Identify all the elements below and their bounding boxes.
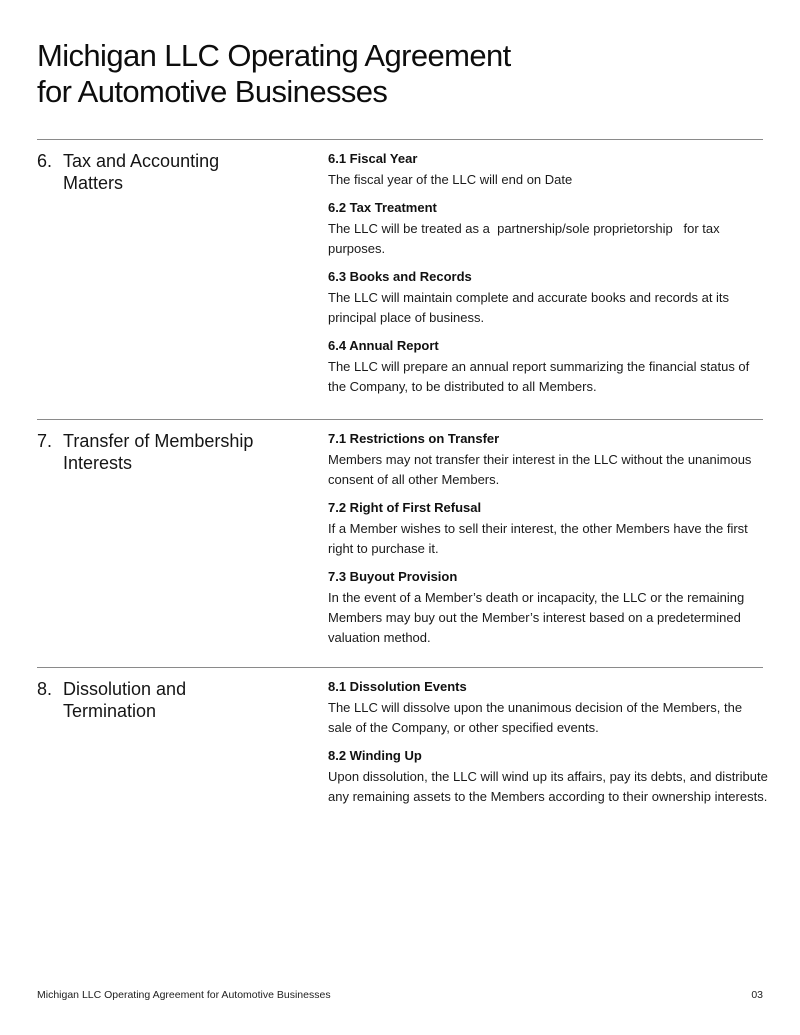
subsection-title: 7.1 Restrictions on Transfer xyxy=(328,431,500,446)
subsection-right-first-refusal xyxy=(328,499,768,559)
subsection-text: The LLC will maintain complete and accurate books and records at its principal place of business. xyxy=(328,290,730,325)
title-line-2: for Automotive Businesses xyxy=(37,74,388,109)
subsection-restrictions-transfer xyxy=(328,430,768,490)
section-tax-accounting xyxy=(37,139,763,420)
section-heading-line-1: Transfer of Membership xyxy=(63,431,254,451)
section-body xyxy=(328,678,768,816)
subsection-title: 7.3 Buyout Provision xyxy=(328,569,458,584)
subsection-text: The LLC will be treated as a partnership/sole proprietorship for tax purposes. xyxy=(328,221,724,256)
section-dissolution-termination xyxy=(37,667,768,848)
section-heading-line-2: Termination xyxy=(63,701,157,721)
subsection-tax-treatment xyxy=(328,199,768,259)
footer-document-title: Michigan LLC Operating Agreement for Automotive Businesses xyxy=(37,989,331,1001)
subsection-annual-report xyxy=(328,337,768,397)
subsection-fiscal-year xyxy=(328,150,768,190)
subsection-text: The LLC will dissolve upon the unanimous decision of the Members, the sale of the Company, or other specified events. xyxy=(328,700,743,735)
document-title xyxy=(37,38,511,110)
section-number: 6. xyxy=(37,151,53,171)
subsection-title: 7.2 Right of First Refusal xyxy=(328,500,482,515)
section-number: 8. xyxy=(37,679,53,699)
subsection-title: 8.2 Winding Up xyxy=(328,748,422,763)
subsection-title: 6.3 Books and Records xyxy=(328,269,472,284)
subsection-winding-up xyxy=(328,747,768,807)
subsection-text: If a Member wishes to sell their interest, the other Members have the first right to purchase it. xyxy=(328,521,748,556)
subsection-text: Upon dissolution, the LLC will wind up its affairs, pay its debts, and distribute any remaining assets to the Members according to their ownership interests. xyxy=(328,769,768,804)
section-heading xyxy=(37,150,307,194)
subsection-title: 8.1 Dissolution Events xyxy=(328,679,467,694)
footer-page-number: 03 xyxy=(751,989,763,1001)
section-number: 7. xyxy=(37,431,53,451)
section-heading-line-1: Dissolution and xyxy=(63,679,187,699)
section-transfer-membership xyxy=(37,419,763,668)
subsection-dissolution-events xyxy=(328,678,768,738)
section-body xyxy=(328,150,768,406)
section-heading-line-1: Tax and Accounting xyxy=(63,151,220,171)
subsection-books-records xyxy=(328,268,768,328)
subsection-text: Members may not transfer their interest in the LLC without the unanimous consent of all other Members. xyxy=(328,452,752,487)
section-heading-line-2: Matters xyxy=(63,173,124,193)
subsection-text: The fiscal year of the LLC will end on Date xyxy=(328,172,573,187)
subsection-title: 6.1 Fiscal Year xyxy=(328,151,418,166)
section-body xyxy=(328,430,768,657)
section-heading-line-2: Interests xyxy=(63,453,133,473)
section-heading xyxy=(37,678,307,722)
section-heading xyxy=(37,430,307,474)
title-line-1: Michigan LLC Operating Agreement xyxy=(37,38,511,73)
subsection-text: In the event of a Member’s death or incapacity, the LLC or the remaining Members may buy out the Member’s interest based on a predetermined valuation method. xyxy=(328,590,745,645)
subsection-title: 6.4 Annual Report xyxy=(328,338,439,353)
subsection-buyout-provision xyxy=(328,568,768,648)
subsection-text: The LLC will prepare an annual report summarizing the financial status of the Company, to be distributed to all Members. xyxy=(328,359,750,394)
subsection-title: 6.2 Tax Treatment xyxy=(328,200,437,215)
